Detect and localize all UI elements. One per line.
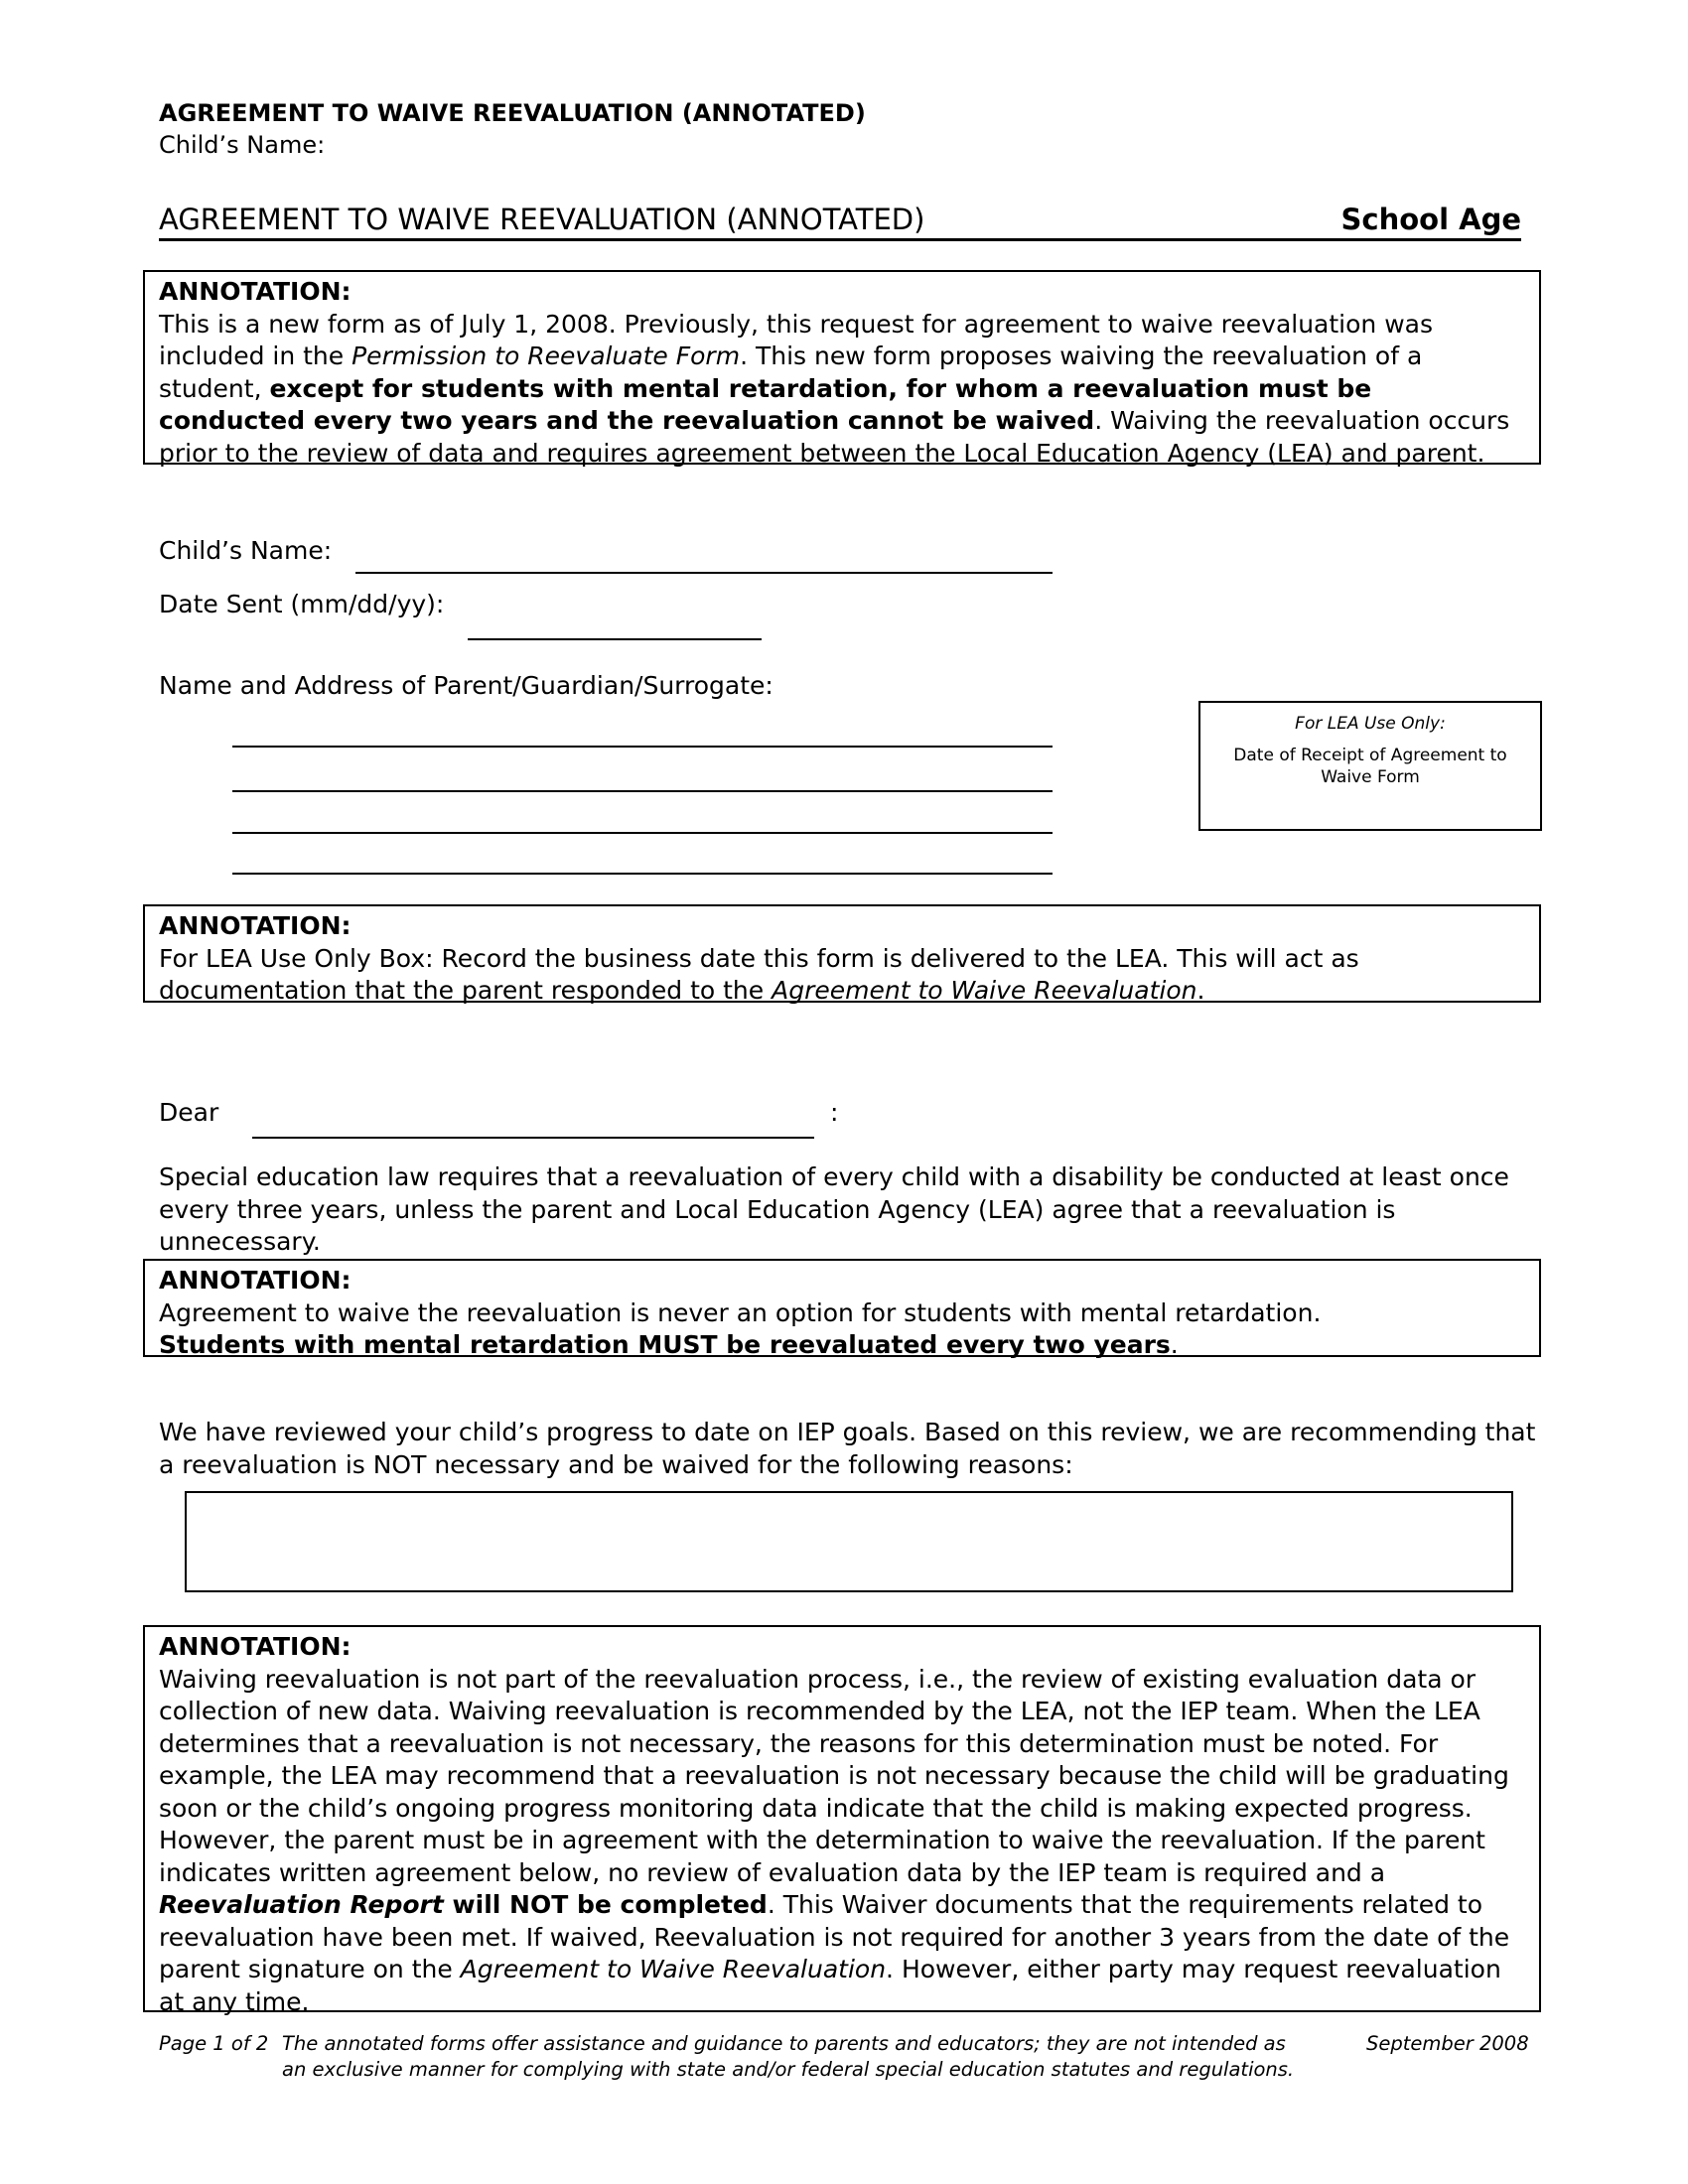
form-name-italic: Permission to Reevaluate Form [352, 341, 741, 370]
footer-disclaimer-line-2: an exclusive manner for complying with state and/or federal special education statutes and regulations. [282, 2058, 1295, 2081]
annotation-heading: ANNOTATION: [159, 911, 352, 940]
parent-address-line-2[interactable] [232, 790, 1053, 792]
annotation-text: . Waiving the reevaluation occurs prior to the review of data and requires agreement between the Local Education Agency (LEA) and parent. [159, 406, 1510, 468]
main-title-row [159, 199, 1521, 241]
footer-page-number: Page 1 of 2 [159, 2032, 269, 2055]
annotation-text: Waiving reevaluation is not part of the reevaluation process, i.e., the review of existing evaluation data or collection of new data. Waiving reevaluation is recommended by the LEA, not the IEP team. When the LEA determines that a reevaluation is not necessary, the reasons for this determination must be noted. For example, the LEA may recommend that a reevaluation is not necessary because the child will be graduating soon or the child’s ongoing progress monitoring data indicate that the child is making expected progress. However, the parent must be in agreement with the determination to waive the reevaluation. If the parent indicates written agreement below, no review of evaluation data by the IEP team is required and a [159, 1664, 1509, 1887]
annotation-box-1 [143, 270, 1541, 468]
dear-label: Dear [159, 1098, 219, 1127]
childs-name-label: Child’s Name: [159, 536, 333, 565]
annotation-bold-text: except for students with mental retardation, for whom a reevaluation must be conducted every two years and the reevaluation cannot be waived [159, 373, 1372, 435]
date-sent-field[interactable] [468, 638, 762, 640]
header-title: AGREEMENT TO WAIVE REEVALUATION (ANNOTATED) [159, 99, 866, 127]
parent-address-line-1[interactable] [232, 746, 1053, 748]
form-name-italic: Agreement to Waive Reevaluation [460, 1955, 887, 1983]
report-name-bold-italic: Reevaluation Report [159, 1890, 444, 1919]
annotation-box-3 [143, 1259, 1541, 1357]
annotation-text: . This Waiver documents that the requirements related to reevaluation have been met. If waived, Reevaluation is not required for another 3 years from the date of the parent signature on the [159, 1890, 1510, 1983]
annotation-heading: ANNOTATION: [159, 277, 352, 306]
footer-date: September 2008 [1366, 2032, 1529, 2055]
school-age-label: School Age [1340, 203, 1521, 236]
annotation-bold-text: will NOT be completed [443, 1890, 768, 1919]
dear-colon: : [830, 1098, 839, 1127]
dear-name-field[interactable] [252, 1137, 814, 1139]
annotation-text: This is a new form as of July 1, 2008. Previously, this request for agreement to waive reevaluation was included in the [159, 309, 1434, 370]
lea-use-only-box [1198, 701, 1542, 831]
annotation-text: . [1170, 1330, 1179, 1359]
annotation-text: . However, either party may request reevaluation at any time. [159, 1955, 1501, 2016]
annotation-box-4 [143, 1625, 1541, 2016]
annotation-text: For LEA Use Only Box: Record the business date this form is delivered to the LEA. This will act as documentation that the parent responded to the [159, 943, 1359, 1005]
annotation-text: Agreement to waive the reevaluation is never an option for students with mental retardation. [159, 1297, 1322, 1327]
annotation-text: . This new form proposes waiving the reevaluation of a student, [159, 341, 1423, 403]
form-name-italic: Agreement to Waive Reevaluation [772, 976, 1197, 1005]
paragraph-reevaluation-law: Special education law requires that a reevaluation of every child with a disability be conducted at least once every three years, unless the parent and Local Education Agency (LEA) agree that a reevaluation is unnecessary. [159, 1162, 1509, 1256]
parent-address-line-3[interactable] [232, 832, 1053, 834]
annotation-heading: ANNOTATION: [159, 1632, 352, 1661]
annotation-heading: ANNOTATION: [159, 1266, 352, 1295]
footer-disclaimer [282, 2031, 1294, 2083]
parent-address-line-4[interactable] [232, 873, 1053, 875]
parent-address-label: Name and Address of Parent/Guardian/Surrogate: [159, 671, 774, 700]
paragraph-recommendation: We have reviewed your child’s progress to date on IEP goals. Based on this review, we are recommending that a reevaluation is NOT necessary and be waived for the following reasons: [159, 1418, 1536, 1479]
reasons-text-box[interactable] [185, 1491, 1513, 1592]
header-childs-name-label: Child’s Name: [159, 131, 326, 159]
lea-box-text: Date of Receipt of Agreement to Waive Form [1233, 746, 1507, 787]
annotation-text: . [1196, 976, 1205, 1005]
annotation-box-2 [143, 904, 1541, 1003]
date-sent-label: Date Sent (mm/dd/yy): [159, 590, 445, 618]
main-title: AGREEMENT TO WAIVE REEVALUATION (ANNOTATED) [159, 203, 925, 236]
childs-name-field[interactable] [355, 572, 1053, 574]
lea-box-title: For LEA Use Only: [1295, 714, 1446, 734]
annotation-bold-text: Students with mental retardation MUST be reevaluated every two years [159, 1330, 1171, 1359]
footer-disclaimer-line-1: The annotated forms offer assistance and guidance to parents and educators; they are not intended as [282, 2032, 1286, 2055]
